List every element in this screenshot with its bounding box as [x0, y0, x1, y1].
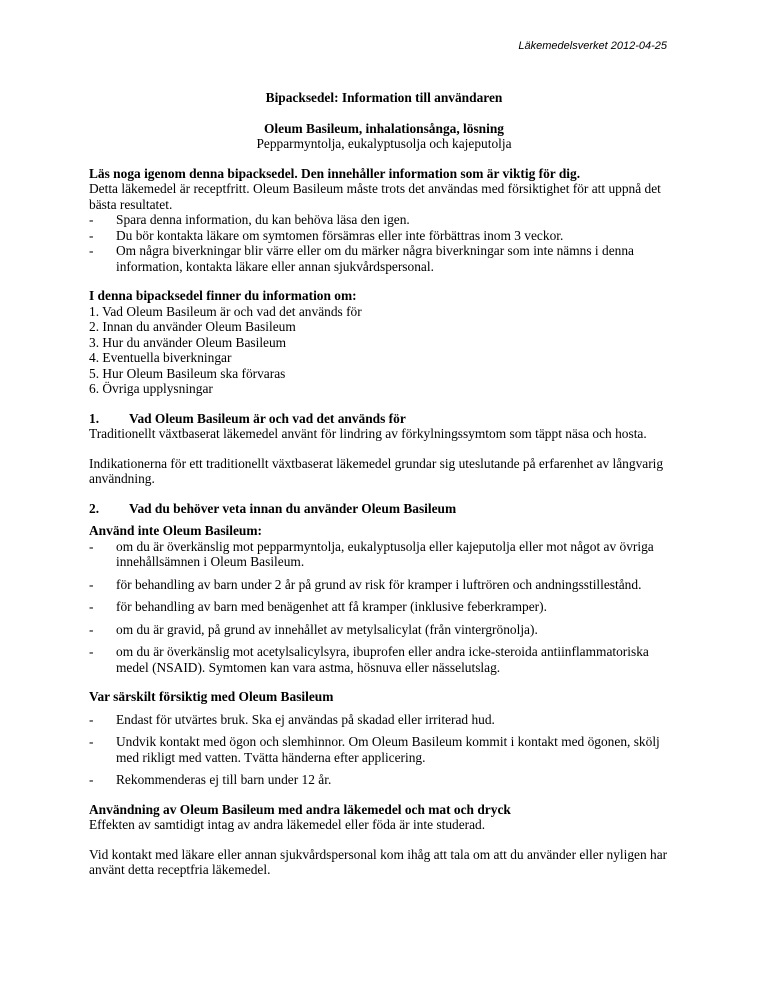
interaction-paragraph: Effekten av samtidigt intag av andra läkemedel eller föda är inte studerad.	[89, 817, 486, 832]
list-item: - Om några biverkningar blir värre eller om du märker några biverkningar som inte nämns i denna information, kontakta läkare eller annan sjukvårdspersonal.	[89, 243, 634, 274]
list-item: - om du är gravid, på grund av innehållet av metylsalicylat (från vintergrönolja).	[89, 621, 538, 637]
toc-item: 5. Hur Oleum Basileum ska förvaras	[89, 365, 286, 381]
dash-marker: -	[89, 212, 94, 227]
list-item: - för behandling av barn med benägenhet att få kramper (inklusive feberkramper).	[89, 599, 547, 614]
section-number: 2.	[89, 500, 100, 516]
dash-marker: -	[89, 227, 94, 243]
intro-bullet-list	[89, 212, 679, 274]
section-2	[89, 501, 679, 878]
list-item: - för behandling av barn under 2 år på grund av risk för kramper i luftrören och andningsstillestånd.	[89, 576, 642, 592]
toc-item: 2. Innan du använder Oleum Basileum	[89, 319, 296, 334]
document-date-header: Läkemedelsverket 2012-04-25	[518, 40, 667, 52]
interaction-paragraph: Vid kontakt med läkare eller annan sjukvårdspersonal kom ihåg att tala om att du använder eller nyligen har använt detta receptfria läkemedel.	[89, 846, 668, 877]
section-1-heading: 1. Vad Oleum Basileum är och vad det används för	[89, 410, 406, 426]
section-1	[89, 411, 679, 487]
dash-marker: -	[89, 243, 94, 258]
caution-list	[89, 712, 679, 788]
section-1-paragraph: Traditionellt växtbaserat läkemedel använt för lindring av förkylningssymtom som täppt näsa och hosta.	[89, 426, 647, 441]
dash-marker: -	[89, 734, 94, 749]
list-item: - om du är överkänslig mot acetylsalicylsyra, ibuprofen eller andra icke-steroida antiinflammatoriska medel (NSAID). Symtomen kan vara astma, hösnuva eller nässelutslag.	[89, 644, 649, 675]
dash-marker: -	[89, 711, 94, 727]
intro-section	[89, 166, 679, 275]
caution-heading: Var särskilt försiktig med Oleum Basileum	[89, 689, 334, 704]
dash-marker: -	[89, 644, 94, 659]
toc-item: 1. Vad Oleum Basileum är och vad det används för	[89, 303, 362, 319]
toc-heading: I denna bipacksedel finner du information om:	[89, 288, 357, 303]
list-item: - Undvik kontakt med ögon och slemhinnor. Om Oleum Basileum kommit i kontakt med ögonen, skölj med rikligt med vatten. Tvätta händerna efter applicering.	[89, 734, 660, 765]
intro-text: Detta läkemedel är receptfritt. Oleum Basileum måste trots det användas med försiktighet för att uppnå det bästa resultatet.	[89, 181, 661, 212]
product-name: Oleum Basileum, inhalationsånga, lösning	[264, 120, 504, 136]
list-item: - Rekommenderas ej till barn under 12 år.	[89, 772, 332, 787]
list-item: - om du är överkänslig mot pepparmyntolja, eukalyptusolja eller kajeputolja eller mot något av övriga innehållsämnen i Oleum Basileum.	[89, 538, 654, 569]
interaction-heading: Användning av Oleum Basileum med andra läkemedel och mat och dryck	[89, 801, 511, 817]
intro-bold: Läs noga igenom denna bipacksedel. Den innehåller information som är viktig för dig.	[89, 165, 581, 181]
list-item: - Du bör kontakta läkare om symtomen försämras eller inte förbättras inom 3 veckor.	[89, 227, 564, 243]
dash-marker: -	[89, 576, 94, 592]
dash-marker: -	[89, 772, 94, 787]
list-item: - Endast för utvärtes bruk. Ska ej användas på skadad eller irriterad hud.	[89, 711, 495, 727]
dash-marker: -	[89, 621, 94, 637]
leaflet-page	[89, 90, 679, 878]
section-2-heading: 2. Vad du behöver veta innan du använder Oleum Basileum	[89, 500, 457, 516]
donot-heading: Använd inte Oleum Basileum:	[89, 523, 262, 538]
toc-item: 3. Hur du använder Oleum Basileum	[89, 334, 287, 350]
product-ingredients: Pepparmyntolja, eukalyptusolja och kajeputolja	[256, 136, 512, 151]
product-block	[89, 121, 679, 152]
toc-list	[89, 304, 679, 397]
list-item: - Spara denna information, du kan behöva läsa den igen.	[89, 212, 410, 227]
toc-item: 6. Övriga upplysningar	[89, 381, 213, 396]
leaflet-title: Bipacksedel: Information till användaren	[265, 90, 503, 105]
toc-section	[89, 288, 679, 397]
section-number: 1.	[89, 410, 100, 426]
dash-marker: -	[89, 538, 94, 554]
dash-marker: -	[89, 599, 94, 614]
donot-list	[89, 539, 679, 676]
toc-item: 4. Eventuella biverkningar	[89, 350, 232, 365]
section-1-paragraph: Indikationerna för ett traditionellt växtbaserat läkemedel grundar sig uteslutande på erfarenhet av långvarig användning.	[89, 455, 664, 486]
